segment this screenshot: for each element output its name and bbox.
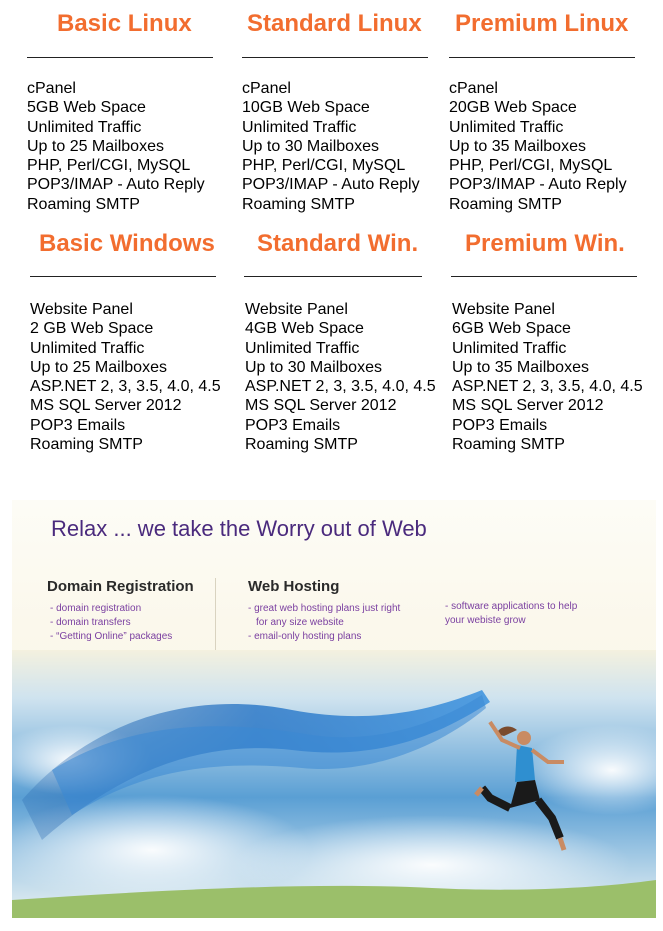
feature: Roaming SMTP xyxy=(449,195,562,213)
feature: 20GB Web Space xyxy=(449,99,577,117)
feature: 2 GB Web Space xyxy=(30,320,154,338)
feature: Roaming SMTP xyxy=(242,195,355,213)
feature: Up to 25 Mailboxes xyxy=(27,137,164,155)
plan-features xyxy=(449,79,654,214)
plan-title: Premium Linux xyxy=(455,10,629,37)
feature: Up to 35 Mailboxes xyxy=(449,137,586,155)
web-hosting-list xyxy=(248,602,400,644)
column-divider xyxy=(215,578,216,660)
feature: Website Panel xyxy=(452,301,555,318)
feature: POP3 Emails xyxy=(452,416,548,434)
feature: POP3/IMAP - Auto Reply xyxy=(27,176,205,194)
feature: Website Panel xyxy=(30,301,133,318)
feature: POP3 Emails xyxy=(245,416,341,434)
feature: Unlimited Traffic xyxy=(30,339,145,357)
feature: Up to 30 Mailboxes xyxy=(242,137,379,155)
plan-features xyxy=(30,300,225,454)
plan-title: Basic Windows xyxy=(39,230,215,257)
feature: POP3 Emails xyxy=(30,416,126,434)
list-item: - domain registration xyxy=(50,603,142,614)
feature: Website Panel xyxy=(245,301,348,318)
feature: Unlimited Traffic xyxy=(245,339,360,357)
feature: PHP, Perl/CGI, MySQL xyxy=(27,157,191,175)
feature: Up to 35 Mailboxes xyxy=(452,358,589,376)
feature: Roaming SMTP xyxy=(30,436,143,454)
plan-title: Premium Win. xyxy=(465,230,625,257)
plan-features xyxy=(245,300,440,454)
domain-registration-title: Domain Registration xyxy=(47,578,194,595)
plan-divider xyxy=(451,276,637,277)
plan-features xyxy=(452,300,647,454)
feature: PHP, Perl/CGI, MySQL xyxy=(242,157,406,175)
feature: cPanel xyxy=(242,80,291,97)
feature: Roaming SMTP xyxy=(245,436,358,454)
feature: Unlimited Traffic xyxy=(449,118,564,136)
list-item: - “Getting Online” packages xyxy=(50,631,173,642)
list-item: - software applications to help xyxy=(445,601,578,612)
feature: Up to 30 Mailboxes xyxy=(245,358,382,376)
plan-divider xyxy=(244,276,422,277)
plan-divider xyxy=(30,276,216,277)
feature: cPanel xyxy=(27,80,76,97)
promo-banner xyxy=(12,500,656,918)
feature: Unlimited Traffic xyxy=(242,118,357,136)
plan-features xyxy=(242,79,442,214)
plan-features xyxy=(27,79,217,214)
feature: ASP.NET 2, 3, 3.5, 4.0, 4.5 xyxy=(452,378,643,396)
plan-title: Standard Win. xyxy=(257,230,419,257)
list-item: your webiste grow xyxy=(445,615,526,626)
feature: 5GB Web Space xyxy=(27,99,146,117)
feature: Unlimited Traffic xyxy=(27,118,142,136)
feature: ASP.NET 2, 3, 3.5, 4.0, 4.5 xyxy=(245,378,436,396)
feature: 6GB Web Space xyxy=(452,320,571,338)
feature: MS SQL Server 2012 xyxy=(245,397,397,415)
plan-divider xyxy=(27,57,213,58)
list-item: - email-only hosting plans xyxy=(248,631,362,642)
list-item: - great web hosting plans just right xyxy=(248,603,401,614)
plan-title: Standard Linux xyxy=(247,10,422,37)
feature: MS SQL Server 2012 xyxy=(30,397,182,415)
plan-divider xyxy=(449,57,635,58)
feature: cPanel xyxy=(449,80,498,97)
sky-photo xyxy=(12,650,656,918)
feature: Unlimited Traffic xyxy=(452,339,567,357)
banner-headline: Relax ... we take the Worry out of Web xyxy=(51,516,427,541)
list-item: for any size website xyxy=(256,617,344,628)
feature: Roaming SMTP xyxy=(452,436,565,454)
plan-divider xyxy=(242,57,428,58)
feature: PHP, Perl/CGI, MySQL xyxy=(449,157,613,175)
feature: Roaming SMTP xyxy=(27,195,140,213)
feature: MS SQL Server 2012 xyxy=(452,397,604,415)
feature: 10GB Web Space xyxy=(242,99,370,117)
applications-list xyxy=(445,600,577,628)
feature: POP3/IMAP - Auto Reply xyxy=(449,176,627,194)
feature: POP3/IMAP - Auto Reply xyxy=(242,176,420,194)
feature: ASP.NET 2, 3, 3.5, 4.0, 4.5 xyxy=(30,378,221,396)
feature: Up to 25 Mailboxes xyxy=(30,358,167,376)
domain-registration-list xyxy=(50,602,172,644)
web-hosting-title: Web Hosting xyxy=(248,578,340,595)
list-item: - domain transfers xyxy=(50,617,131,628)
feature: 4GB Web Space xyxy=(245,320,364,338)
plan-title: Basic Linux xyxy=(57,10,192,37)
